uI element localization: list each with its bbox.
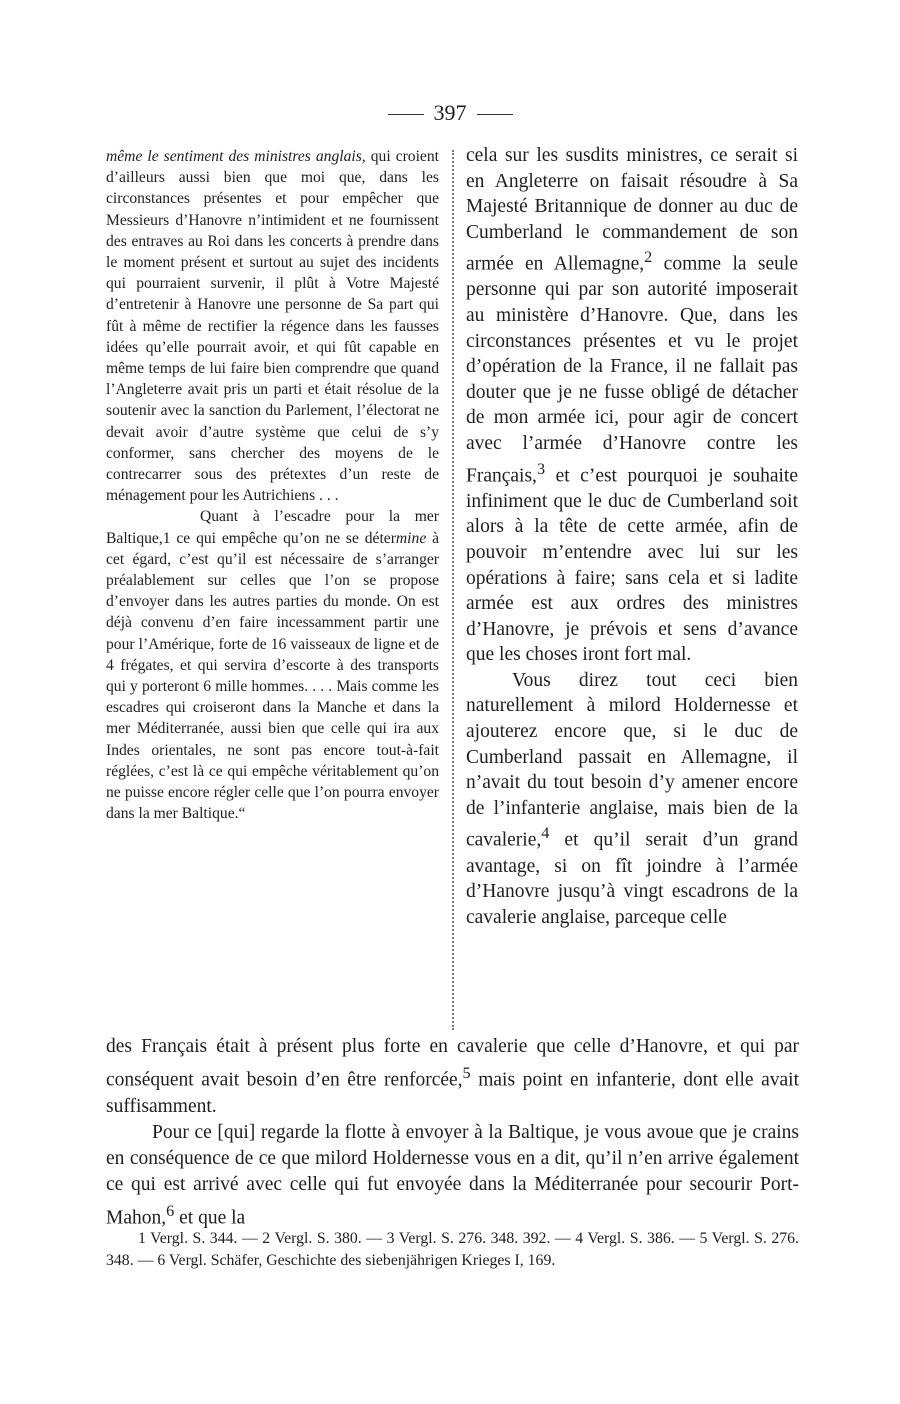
right-paragraph-2 bbox=[466, 668, 798, 930]
footnote-ref-2: 2 bbox=[644, 248, 653, 267]
page-number-dash-right bbox=[477, 114, 513, 115]
right-paragraph-1-text-b: comme la seule personne qui par son autorité imposerait au ministère d’Hanovre. Que, dans les circonstances présentes et vu le projet d’opération de la France, il ne fallait pas douter que je ne fusse obligé de détacher de mon armée ici, pour agir de concert avec l’armée d’Hanovre contre les Français, bbox=[466, 253, 798, 487]
page-number-dash-left bbox=[388, 114, 424, 115]
left-paragraph-2-text-c: à cet égard, c’est qu’il est nécessaire de s’arranger préalablement sur celles que l’on se propose d’envoyer dans les autres parties du monde. On est déjà convenu d’en faire incessamment partir une pour l’Amérique, forte de 16 vaisseaux de ligne et de 4 frégates, et qui servira d’escorte à des transports qui y porteront 6 mille hommes. . . . Mais comme les escadres qui croiseront dans la Manche et dans la mer Méditerranée, aussi bien que celle qui ira aux Indes orientales, ne sont pas encore tout-à-fait réglées, c’est là ce qui empêche véritablement qu’on ne puisse encore régler celle que l’on pourra envoyer dans la mer Baltique.“ bbox=[106, 529, 440, 823]
column-divider bbox=[452, 150, 454, 1030]
right-paragraph-1-text-c: et c’est pourquoi je souhaite infiniment que le duc de Cumberland soit alors à la tête de cette armée, afin de pouvoir m’entendre avec lui sur les opérations à faire; sans cela et si ladite armée est aux ordres des ministres d’Hanovre, je prévois et sens d’avance que les choses iront fort mal. bbox=[466, 465, 798, 666]
left-paragraph-1 bbox=[106, 146, 439, 506]
full-paragraph-1-text-a: des Français était à présent plus forte en cavalerie que celle d’Hanovre, et qui par conséquent avait besoin d’en être renforcée, bbox=[106, 1036, 799, 1091]
right-column bbox=[466, 143, 798, 930]
footnotes bbox=[106, 1228, 799, 1272]
full-paragraph-2 bbox=[106, 1120, 799, 1232]
left-paragraph-2-text-a: Quant à l’escadre pour la mer Baltique, bbox=[106, 508, 439, 547]
page-number-value: 397 bbox=[433, 100, 467, 125]
footnote-ref-5: 5 bbox=[462, 1064, 471, 1082]
full-paragraph-1 bbox=[106, 1034, 799, 1120]
left-paragraph-2-italic: mine bbox=[395, 529, 427, 547]
page-number bbox=[0, 100, 900, 126]
right-paragraph-2-text-a: Vous direz tout ceci bien naturellement à milord Holdernesse et ajouterez encore que, si le duc de Cumberland passait en Allemagne, il n’avait du tout besoin d’y amener encore de l’infanterie anglaise, mais bien de la cavalerie, bbox=[466, 669, 798, 851]
footnote-text: 1 Vergl. S. 344. — 2 Vergl. S. 380. — 3 Vergl. S. 276. 348. 392. — 4 Vergl. S. 386. — 5 Vergl. S. 276. 348. — 6 Vergl. Schäfer, Geschichte des siebenjährigen Krieges I, 169. bbox=[106, 1230, 799, 1269]
left-paragraph-1-text: qui croient d’ailleurs aussi bien que moi que, dans les circonstances présentes et pour empêcher que Messieurs d’Hanovre n’intimident et ne fournissent des entraves au Roi dans les concerts à prendre dans le moment présent et surtout au sujet des incidents qui pourraient survenir, il plût à Votre Majesté d’entretenir à Hanovre une personne de Sa part qui fût à même de rectifier la régence dans les fausses idées qu’elle pourrait avoir, et qui fût capable en même temps de lui faire bien comprendre que quand l’Angleterre avait pris un parti et était résolue de la soutenir avec la sanction du Parlement, l’électorat ne devait avoir d’autre système que celui de s’y conformer, sans chercher des moyens de le contrecarrer sous des prétextes d’un reste de ménagement pour les Autrichiens . . . bbox=[106, 148, 439, 505]
footnote-ref-6: 6 bbox=[166, 1201, 175, 1220]
right-paragraph-2-text-b: et qu’il serait d’un grand avantage, si on fît joindre à l’armée d’Hanovre jusqu’à vingt escadrons de la cavalerie anglaise, parceque celle bbox=[466, 829, 798, 928]
left-paragraph-2 bbox=[106, 506, 439, 824]
full-width-text bbox=[106, 1034, 799, 1231]
footnote-ref-1: 1 bbox=[162, 529, 171, 547]
right-paragraph-1-text-a: cela sur les susdits ministres, ce serait si en Angleterre on faisait résoudre à Sa Majesté Britannique de donner au duc de Cumberland le commandement de son armée en Allemagne, bbox=[466, 145, 798, 275]
full-paragraph-1-text-b: mais point en infanterie, dont elle avait suffisamment. bbox=[106, 1069, 800, 1117]
right-paragraph-1 bbox=[466, 143, 798, 668]
full-paragraph-2-text-b: et que la bbox=[174, 1207, 246, 1228]
left-paragraph-2-text-b: ce qui empêche qu’on ne se déter bbox=[170, 529, 396, 547]
footnote-ref-3: 3 bbox=[536, 459, 546, 478]
left-paragraph-1-italic: même le sentiment des ministres anglais, bbox=[106, 148, 366, 165]
full-paragraph-2-text-a: Pour ce [qui] regarde la flotte à envoyer à la Baltique, je vous avoue que je crains en conséquence de ce que milord Holdernesse vous en a dit, qu’il n’en arrive également ce qui est arrivé avec celle qui fut envoyée dans la Méditerranée pour secourir Port-Mahon, bbox=[106, 1121, 799, 1228]
footnote-ref-4: 4 bbox=[541, 824, 550, 843]
left-column bbox=[106, 146, 439, 825]
